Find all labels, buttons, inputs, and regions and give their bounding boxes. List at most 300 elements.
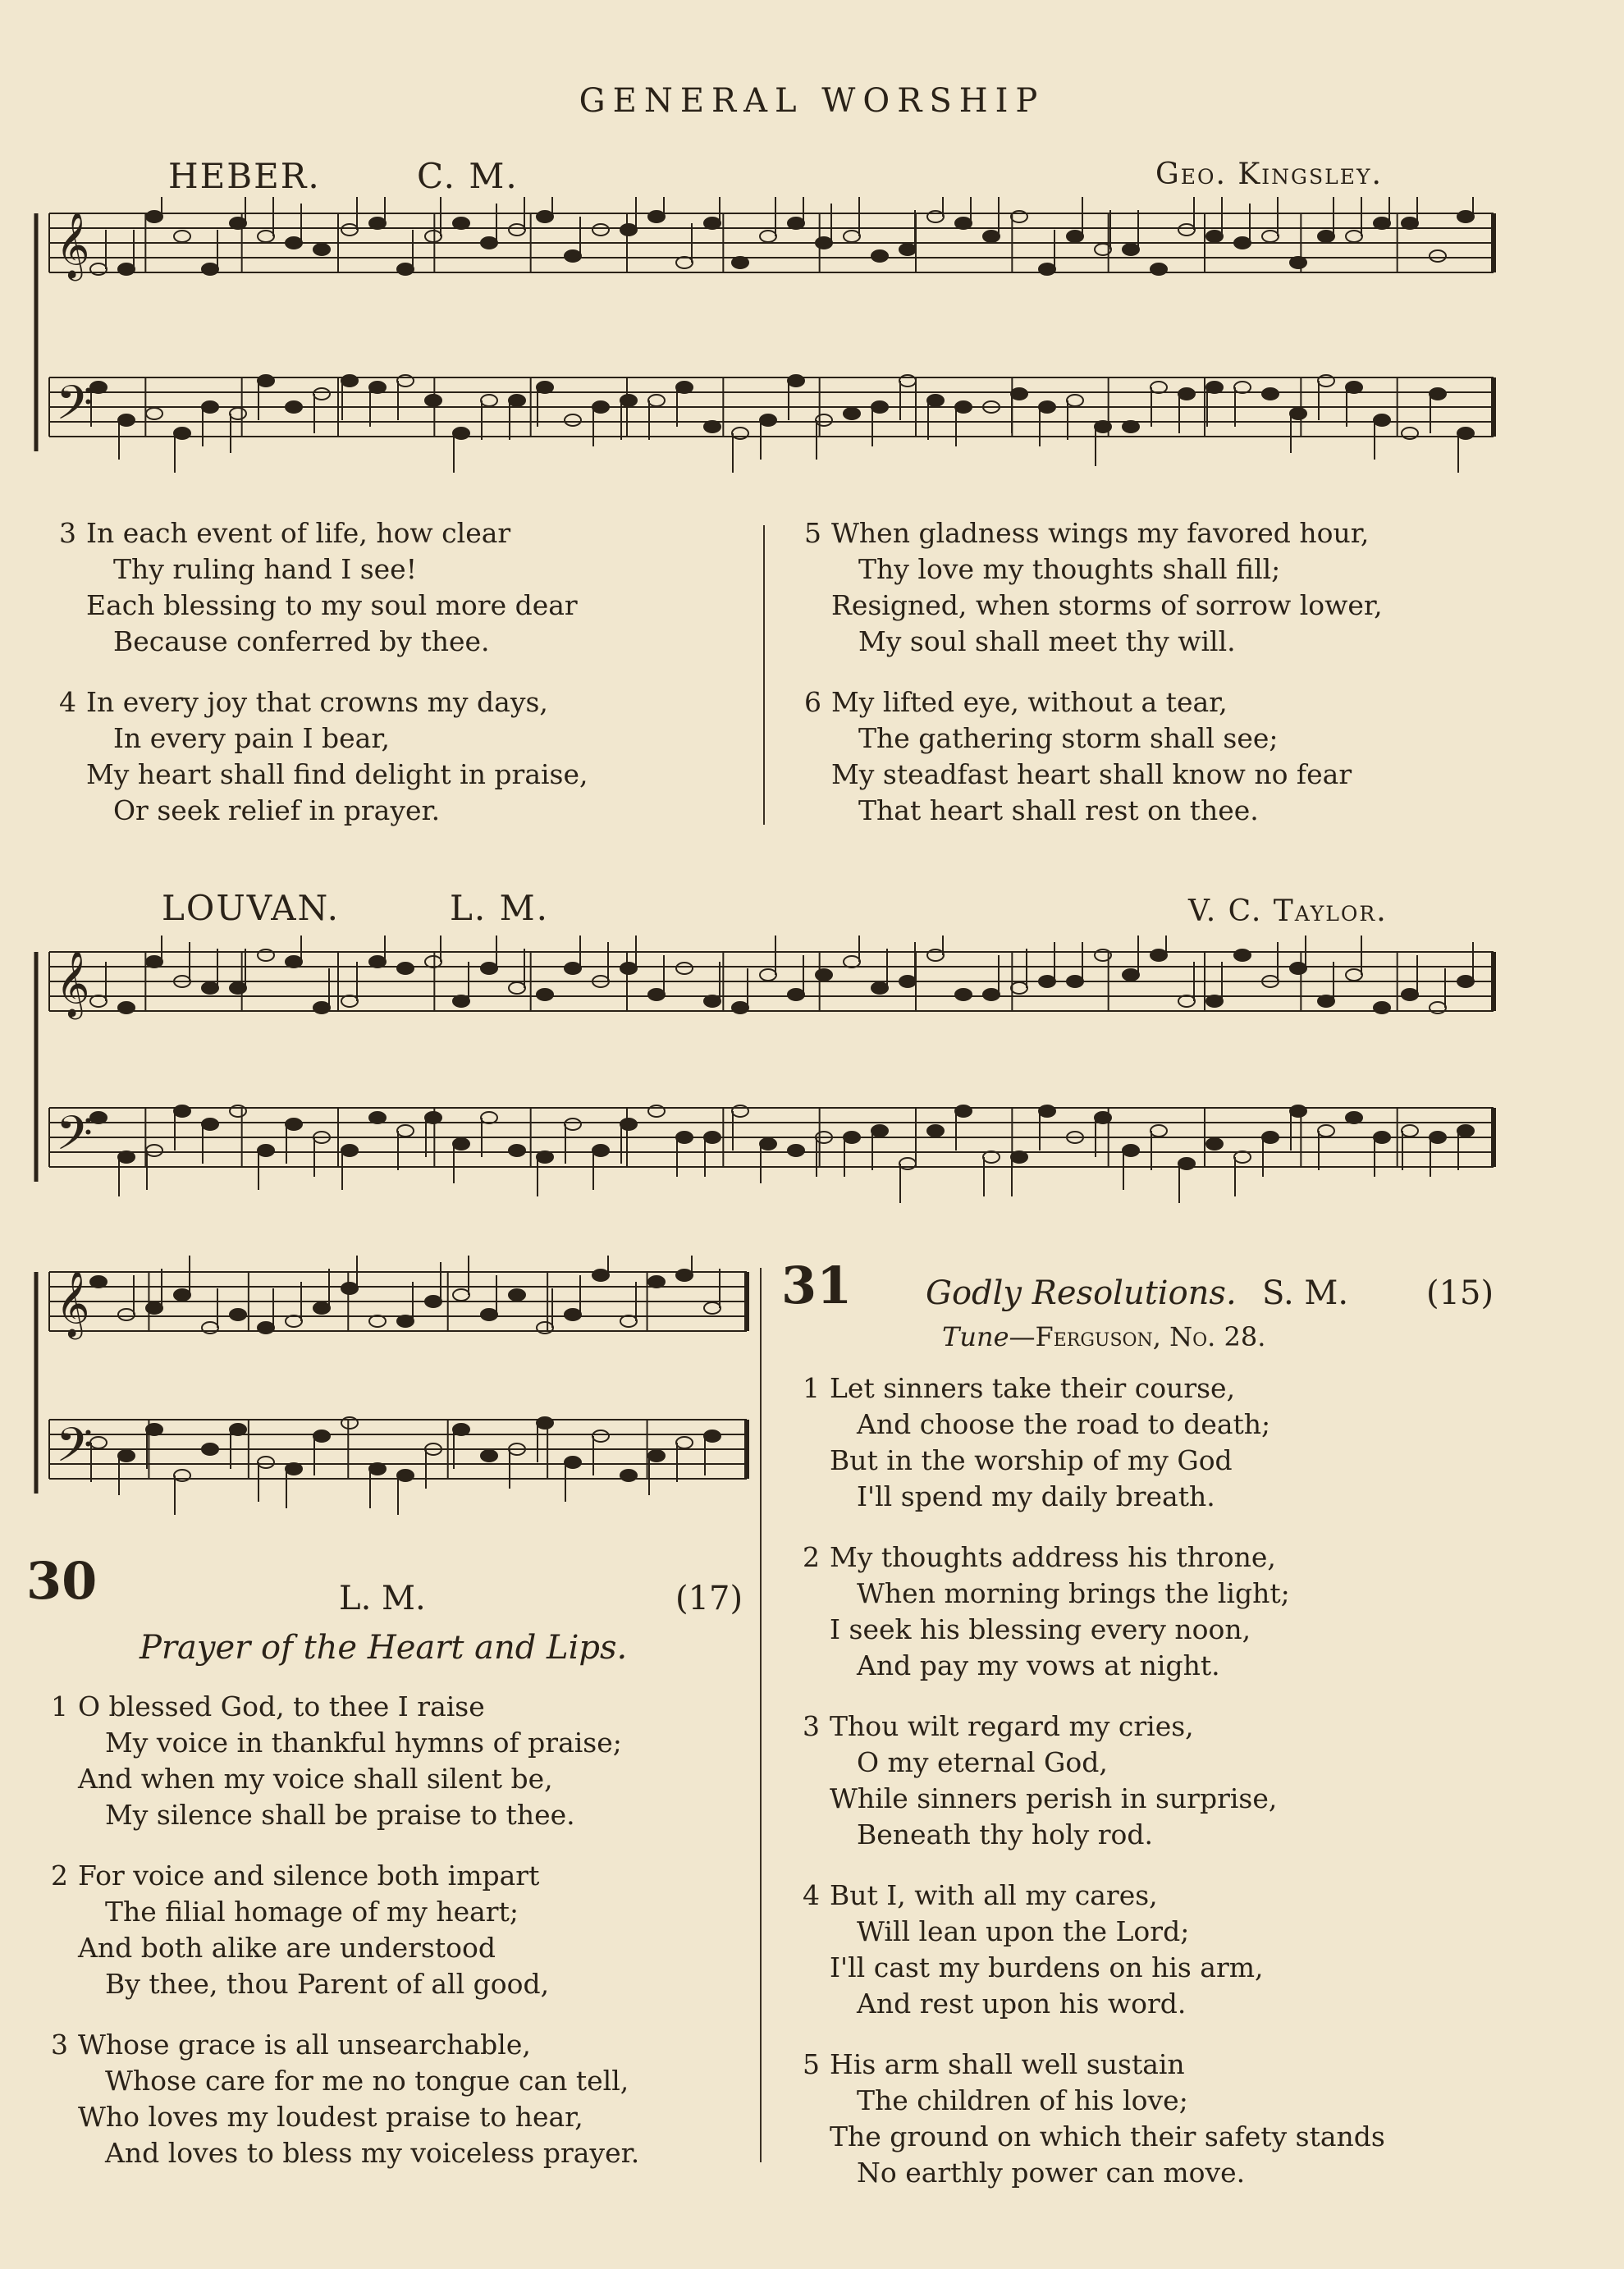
note-head <box>1346 969 1362 981</box>
verse-line <box>804 624 1383 660</box>
verse-text: The ground on which their safety stands <box>830 2120 1385 2152</box>
verse-number: 2 <box>51 1860 68 1892</box>
note-head <box>313 244 330 255</box>
note-head <box>1151 382 1167 393</box>
verse-number: 6 <box>804 686 821 718</box>
note-head <box>481 395 497 406</box>
verse-line <box>804 757 1383 793</box>
verse-line <box>803 2155 1385 2191</box>
note-head <box>676 257 693 268</box>
verse <box>803 1878 1385 2022</box>
note-head <box>1095 421 1111 432</box>
verse <box>51 2027 639 2171</box>
note-head <box>258 231 274 242</box>
verse-text: The filial homage of my heart; <box>105 1896 519 1928</box>
verse-text: And when my voice shall silent be, <box>78 1763 553 1795</box>
note-head <box>146 1145 162 1156</box>
note-head <box>676 1132 693 1143</box>
verse-text: My soul shall meet thy will. <box>858 625 1236 657</box>
verse-text: And loves to bless my voiceless prayer. <box>105 2137 640 2169</box>
note-head <box>983 1151 1000 1163</box>
note-head <box>1290 408 1306 419</box>
verse-text: I seek his blessing every noon, <box>830 1613 1251 1645</box>
note-head <box>146 408 162 419</box>
note-head <box>592 1269 609 1281</box>
note-head <box>146 1424 162 1435</box>
note-head <box>286 956 302 968</box>
verse-line <box>59 624 588 660</box>
verse-line <box>803 1648 1385 1684</box>
verse-line <box>51 1761 639 1797</box>
note-head <box>1095 1112 1111 1123</box>
hymn30-verses <box>51 1689 639 2196</box>
note-head <box>620 1470 637 1481</box>
treble-clef-icon: 𝄞 <box>56 1269 90 1337</box>
note-head <box>230 1424 246 1435</box>
treble-clef-icon: 𝄞 <box>56 211 90 278</box>
note-head <box>565 1457 581 1468</box>
verse-text: I'll spend my daily breath. <box>857 1480 1215 1512</box>
note-head <box>118 1309 135 1320</box>
note-head <box>1262 231 1279 242</box>
verse-text: Or seek relief in prayer. <box>113 794 441 826</box>
verse-line <box>803 1878 1385 1914</box>
note-head <box>286 401 302 413</box>
verse-line <box>803 1576 1385 1612</box>
verse-text: My voice in thankful hymns of praise; <box>105 1727 622 1759</box>
note-head <box>844 408 860 419</box>
verse-line <box>59 684 588 720</box>
note-head <box>1346 231 1362 242</box>
note-head <box>760 969 776 981</box>
note-head <box>955 401 972 413</box>
verse-line <box>59 515 588 551</box>
column-divider-lower <box>760 1268 762 2162</box>
note-head <box>927 1125 944 1137</box>
note-head <box>1011 1151 1027 1163</box>
verse-text: While sinners perish in surprise, <box>830 1782 1278 1814</box>
note-head <box>537 1151 553 1163</box>
note-head <box>313 1002 330 1013</box>
note-head <box>341 995 358 1007</box>
verse-line <box>803 1986 1385 2022</box>
note-head <box>202 1118 218 1130</box>
note-head <box>648 211 665 222</box>
note-head <box>1011 388 1027 400</box>
hymn31-verses <box>803 1370 1385 2216</box>
note-head <box>481 1450 497 1462</box>
note-head <box>871 250 888 262</box>
note-head <box>537 1417 553 1429</box>
note-head <box>174 231 190 242</box>
verse-number: 3 <box>59 517 76 549</box>
note-head <box>537 211 553 222</box>
note-head <box>1457 976 1474 987</box>
note-head <box>732 1002 748 1013</box>
verse-text: In every pain I bear, <box>113 722 390 754</box>
note-head <box>90 1276 107 1288</box>
note-head <box>509 395 525 406</box>
verse <box>804 684 1383 829</box>
note-head <box>1151 1125 1167 1137</box>
hymn30-reference: (17) <box>675 1580 743 1617</box>
verse-line <box>59 551 588 588</box>
verse-text: Each blessing to my soul more dear <box>86 589 578 621</box>
verse-line <box>803 2047 1385 2083</box>
verse-line <box>804 793 1383 829</box>
composer-heber: Geo. Kingsley. <box>1155 158 1383 191</box>
note-head <box>1206 231 1223 242</box>
note-head <box>230 1309 246 1320</box>
verse-text: And both alike are understood <box>78 1932 496 1964</box>
note-head <box>844 231 860 242</box>
note-head <box>1346 1112 1362 1123</box>
verse-line <box>51 2063 639 2099</box>
verse-line <box>59 720 588 757</box>
verse-line <box>804 720 1383 757</box>
verse-text: My lifted eye, without a tear, <box>831 686 1228 718</box>
note-head <box>453 217 469 229</box>
note-head <box>983 989 1000 1000</box>
verse-line <box>59 793 588 829</box>
note-head <box>425 1112 441 1123</box>
verse-text: My thoughts address his throne, <box>830 1541 1276 1573</box>
note-head <box>1262 1132 1279 1143</box>
note-head <box>1178 1158 1195 1169</box>
treble-clef-icon: 𝄞 <box>56 949 90 1017</box>
verses-heber-right <box>804 515 1383 853</box>
verse-text: I'll cast my burdens on his arm, <box>830 1951 1264 1983</box>
note-head <box>1234 237 1251 249</box>
note-head <box>1430 1132 1446 1143</box>
note-head <box>1178 388 1195 400</box>
verse-text: O blessed God, to thee I raise <box>78 1690 485 1722</box>
note-head <box>676 1269 693 1281</box>
note-head <box>565 250 581 262</box>
note-head <box>1457 1125 1474 1137</box>
tune-name-louvan: LOUVAN. <box>162 888 340 928</box>
note-head <box>286 237 302 249</box>
note-head <box>397 1125 414 1137</box>
note-head <box>202 401 218 413</box>
verse-text: Thou wilt regard my cries, <box>830 1710 1194 1742</box>
verse-text: But in the worship of my God <box>830 1444 1233 1476</box>
note-head <box>1178 224 1195 236</box>
note-head <box>676 963 693 974</box>
hymn30-meter: L. M. <box>339 1580 426 1617</box>
verse-line <box>804 588 1383 624</box>
note-head <box>481 1309 497 1320</box>
note-head <box>565 1118 581 1130</box>
verse-text: O my eternal God, <box>857 1746 1108 1778</box>
note-head <box>258 375 274 387</box>
note-head <box>1402 1125 1418 1137</box>
verse-text: Will lean upon the Lord; <box>857 1915 1190 1947</box>
note-head <box>955 217 972 229</box>
verse-line <box>803 1781 1385 1817</box>
note-head <box>676 382 693 393</box>
verse-text: When gladness wings my favored hour, <box>831 517 1370 549</box>
note-head <box>620 1118 637 1130</box>
note-head <box>369 217 386 229</box>
note-head <box>704 995 721 1007</box>
note-head <box>146 1302 162 1314</box>
verse-line <box>803 1539 1385 1576</box>
verse-line <box>803 1745 1385 1781</box>
note-head <box>453 428 469 439</box>
note-head <box>1123 1145 1139 1156</box>
note-head <box>1039 263 1055 275</box>
note-head <box>313 388 330 400</box>
note-head <box>286 1463 302 1475</box>
note-head <box>341 1145 358 1156</box>
note-head <box>118 263 135 275</box>
note-head <box>565 1309 581 1320</box>
verse-line <box>804 551 1383 588</box>
hymn-number-31: 31 <box>781 1256 853 1315</box>
verse-text: And pay my vows at night. <box>857 1649 1220 1681</box>
verse-text: In every joy that crowns my days, <box>86 686 548 718</box>
note-head <box>704 1132 721 1143</box>
note-head <box>425 231 441 242</box>
note-head <box>146 211 162 222</box>
note-head <box>481 237 497 249</box>
note-head <box>1123 969 1139 981</box>
verse-text: Thy ruling hand I see! <box>113 553 417 585</box>
note-head <box>90 995 107 1007</box>
note-head <box>369 1463 386 1475</box>
note-head <box>509 1145 525 1156</box>
note-head <box>704 421 721 432</box>
note-head <box>1234 382 1251 393</box>
note-head <box>1011 982 1027 994</box>
verse-number: 1 <box>51 1690 68 1722</box>
note-head <box>397 1315 414 1327</box>
note-head <box>1234 1151 1251 1163</box>
note-head <box>732 257 748 268</box>
note-head <box>620 963 637 974</box>
note-head <box>899 244 916 255</box>
verse-line <box>51 1930 639 1966</box>
note-head <box>1178 995 1195 1007</box>
note-head <box>955 989 972 1000</box>
note-head <box>648 1276 665 1288</box>
verse <box>803 1539 1385 1684</box>
verse-text: My silence shall be praise to thee. <box>105 1799 575 1831</box>
note-head <box>1457 428 1474 439</box>
note-head <box>453 1289 469 1301</box>
note-head <box>369 382 386 393</box>
note-head <box>1039 1105 1055 1117</box>
note-head <box>1402 217 1418 229</box>
note-head <box>788 375 804 387</box>
note-head <box>537 989 553 1000</box>
note-head <box>286 1315 302 1327</box>
note-head <box>1346 382 1362 393</box>
note-head <box>425 1296 441 1307</box>
note-head <box>174 1289 190 1301</box>
note-head <box>369 956 386 968</box>
note-head <box>955 1105 972 1117</box>
verse-number: 4 <box>803 1879 820 1911</box>
note-head <box>341 375 358 387</box>
note-head <box>1290 257 1306 268</box>
note-head <box>1151 263 1167 275</box>
note-head <box>286 1118 302 1130</box>
verse-text: And choose the road to death; <box>857 1408 1271 1440</box>
verse-line <box>803 1479 1385 1515</box>
note-head <box>760 231 776 242</box>
note-head <box>983 231 1000 242</box>
note-head <box>341 1283 358 1294</box>
note-head <box>118 1002 135 1013</box>
note-head <box>230 217 246 229</box>
verse-text: That heart shall rest on thee. <box>858 794 1259 826</box>
verse <box>803 1709 1385 1853</box>
verse-number: 4 <box>59 686 76 718</box>
verse-line <box>803 1709 1385 1745</box>
note-head <box>816 969 832 981</box>
note-head <box>258 1457 274 1468</box>
note-head <box>871 1125 888 1137</box>
verses-heber-left <box>59 515 588 853</box>
note-head <box>509 224 525 236</box>
note-head <box>230 408 246 419</box>
note-head <box>1123 244 1139 255</box>
verse-line <box>59 757 588 793</box>
note-head <box>174 428 190 439</box>
verse-text: And rest upon his word. <box>857 1988 1187 2020</box>
verse-line <box>803 1370 1385 1407</box>
note-head <box>648 395 665 406</box>
hymn30-title: Prayer of the Heart and Lips. <box>140 1629 628 1667</box>
note-head <box>1067 976 1083 987</box>
note-head <box>1151 949 1167 961</box>
note-head <box>369 1315 386 1327</box>
verse <box>59 515 588 660</box>
note-head <box>788 217 804 229</box>
verse-number: 2 <box>803 1541 820 1573</box>
note-head <box>174 1105 190 1117</box>
note-head <box>1206 1138 1223 1150</box>
note-head <box>676 1437 693 1448</box>
verse <box>803 1370 1385 1515</box>
note-head <box>1318 1125 1334 1137</box>
note-head <box>258 1145 274 1156</box>
note-head <box>620 395 637 406</box>
note-head <box>313 1302 330 1314</box>
note-head <box>1262 388 1279 400</box>
note-head <box>230 982 246 994</box>
note-head <box>760 414 776 426</box>
note-head <box>620 224 637 236</box>
note-head <box>1457 211 1474 222</box>
note-head <box>592 224 609 236</box>
note-head <box>118 414 135 426</box>
music-score-heber <box>33 197 1502 492</box>
verse-line <box>51 1894 639 1930</box>
verse-text: For voice and silence both impart <box>78 1860 540 1892</box>
note-head <box>397 263 414 275</box>
verse-line <box>803 1817 1385 1853</box>
verse-line <box>803 2119 1385 2155</box>
verse-text: Because conferred by thee. <box>113 625 490 657</box>
note-head <box>592 1430 609 1442</box>
verse-text: Whose grace is all unsearchable, <box>78 2029 531 2061</box>
verse-text: Beneath thy holy rod. <box>857 1818 1153 1850</box>
note-head <box>704 1302 721 1314</box>
note-head <box>1039 401 1055 413</box>
verse-number: 5 <box>804 517 821 549</box>
verse-line <box>51 2135 639 2171</box>
verse-text: Whose care for me no tongue can tell, <box>105 2065 629 2097</box>
note-head <box>844 956 860 968</box>
note-head <box>509 1289 525 1301</box>
verse-line <box>803 1914 1385 1950</box>
note-head <box>1067 231 1083 242</box>
verse-line <box>803 1612 1385 1648</box>
note-head <box>1039 976 1055 987</box>
hymn31-title: Godly Resolutions. <box>926 1274 1237 1312</box>
note-head <box>899 976 916 987</box>
verse-text: But I, with all my cares, <box>830 1879 1158 1911</box>
note-head <box>202 1443 218 1455</box>
note-head <box>565 963 581 974</box>
verse-text: Who loves my loudest praise to hear, <box>78 2101 583 2133</box>
note-head <box>1318 995 1334 1007</box>
verse-text: The children of his love; <box>857 2084 1188 2116</box>
verse-line <box>59 588 588 624</box>
verse-text: In each event of life, how clear <box>86 517 511 549</box>
hymn31-tune <box>942 1321 1265 1352</box>
verse-line <box>51 1858 639 1894</box>
note-head <box>1290 963 1306 974</box>
note-head <box>844 1132 860 1143</box>
hymn-number-30: 30 <box>26 1551 98 1611</box>
bass-clef-icon: 𝄢 <box>56 1417 94 1484</box>
verse-line <box>51 1966 639 2002</box>
note-head <box>565 414 581 426</box>
note-head <box>1430 388 1446 400</box>
note-head <box>397 963 414 974</box>
verse-number: 3 <box>803 1710 820 1742</box>
verse-text: My heart shall find delight in praise, <box>86 758 588 790</box>
tune-name: —Ferguson, No. 28. <box>1009 1321 1266 1352</box>
tune-label: Tune <box>942 1321 1009 1352</box>
note-head <box>118 1450 135 1462</box>
note-head <box>202 263 218 275</box>
note-head <box>1318 231 1334 242</box>
verse-line <box>51 1797 639 1833</box>
note-head <box>1206 995 1223 1007</box>
note-head <box>537 382 553 393</box>
composer-louvan: V. C. Taylor. <box>1188 894 1388 928</box>
verse-line <box>803 2083 1385 2119</box>
note-head <box>481 963 497 974</box>
verse-line <box>51 2099 639 2135</box>
verse <box>51 1689 639 1833</box>
note-head <box>425 395 441 406</box>
verse-number: 5 <box>803 2048 820 2080</box>
note-head <box>788 989 804 1000</box>
note-head <box>1402 989 1418 1000</box>
note-head <box>648 989 665 1000</box>
verse-line <box>51 1689 639 1725</box>
note-head <box>369 1112 386 1123</box>
note-head <box>341 224 358 236</box>
note-head <box>620 1315 637 1327</box>
verse-line <box>803 1950 1385 1986</box>
